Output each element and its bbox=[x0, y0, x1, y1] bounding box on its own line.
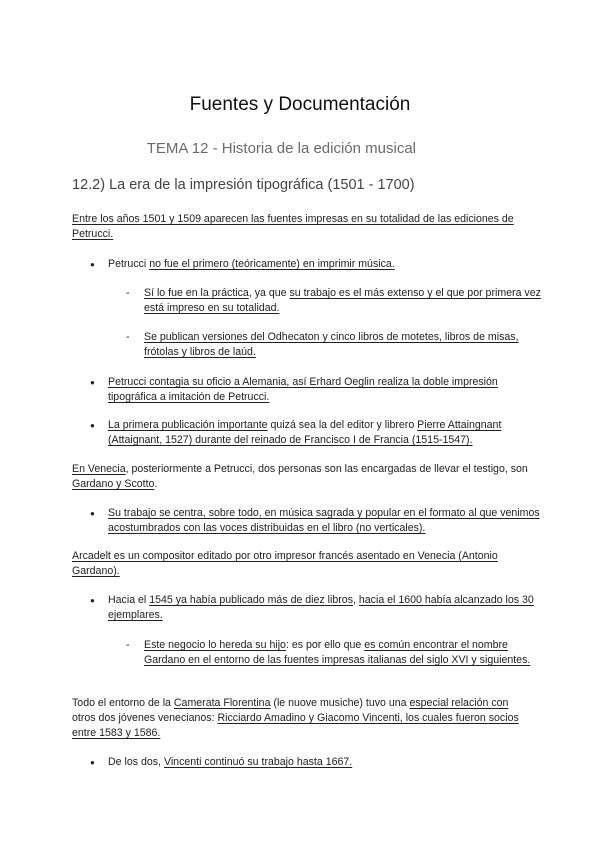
text: , bbox=[353, 594, 359, 606]
bullet-germany bbox=[90, 375, 548, 405]
paragraph-camerata bbox=[72, 696, 528, 741]
underlined-text: Pierre Attaingnant (Attaignant, 1527) durante del reinado de Francisco I de Francia (1515-1547). bbox=[108, 419, 502, 446]
underlined-text: su trabajo es el más extenso y el que por primera vez está impreso en su totalidad. bbox=[144, 287, 541, 314]
underlined-text: 1545 ya había publicado más de diez libros bbox=[149, 594, 353, 606]
text: Hacia el bbox=[108, 594, 150, 606]
text: . bbox=[154, 478, 158, 490]
subitem-publications bbox=[126, 330, 544, 360]
underlined-text: Se publican versiones del Odhecaton y cinco libros de motetes, libros de misas, frótolas y libros de laúd. bbox=[144, 331, 519, 358]
text: Petrucci bbox=[108, 258, 150, 270]
subitem-son bbox=[126, 638, 544, 668]
underlined-text: En Venecia bbox=[72, 463, 126, 475]
underlined-text: es común encontrar el nombre Gardano en el entorno de las fuentes impresas italianas del siglo XVI y siguientes. bbox=[144, 639, 531, 666]
paragraph-petrucci-editions bbox=[72, 212, 528, 242]
underlined-text: Ricciardo Amadino y Giacomo Vincenti, los cuales fueron socios entre 1583 y 1586. bbox=[72, 712, 519, 739]
underlined-text: Su trabajo se centra, sobre todo, en música sagrada y popular en el formato al que venimos acostumbrados con las voces distribuidas en el libro (no verticales). bbox=[108, 507, 540, 534]
text: otros dos jóvenes venecianos: bbox=[72, 712, 218, 724]
document-title: Fuentes y Documentación bbox=[189, 94, 411, 115]
bullet-vincenti bbox=[90, 755, 548, 770]
subtitle-text: TEMA 12 - Historia de la edición musical bbox=[146, 140, 416, 157]
underlined-text: Petrucci contagia su oficio a Alemania, así Erhard Oeglin realiza la doble impresión tipográfica a imitación de Petrucci. bbox=[108, 376, 498, 403]
bullet-sacred-music bbox=[90, 506, 548, 536]
bullet-petrucci-first bbox=[90, 257, 548, 272]
underlined-text: Vincenti continuó su trabajo hasta 1667. bbox=[163, 756, 353, 768]
text: De los dos, bbox=[108, 756, 164, 768]
underlined-text: hacia el 1600 había alcanzado los 30 ejemplares. bbox=[108, 594, 534, 621]
bullet-books bbox=[90, 593, 548, 623]
paragraph-arcadelt bbox=[72, 549, 528, 579]
text: , ya que bbox=[248, 287, 290, 299]
underlined-text: especial relación con bbox=[409, 697, 509, 709]
section-heading: 12.2) La era de la impresión tipográfica (1501 - 1700) bbox=[72, 177, 415, 193]
underlined-text: Este negocio lo hereda su hijo bbox=[144, 639, 286, 651]
underlined-text: no fue el primero (teóricamente) en imprimir música. bbox=[149, 258, 395, 270]
text: , posteriormente a Petrucci, dos personas son las encargadas de llevar el testigo, son bbox=[125, 463, 528, 475]
text: (le nuove musiche) tuvo una bbox=[270, 697, 410, 709]
underlined-text: Entre los años 1501 y 1509 aparecen las fuentes impresas en su totalidad de las ediciones de Petrucci. bbox=[72, 213, 514, 240]
document-subtitle bbox=[0, 140, 560, 157]
underlined-text: Gardano y Scotto bbox=[72, 478, 155, 490]
subitem-practice bbox=[126, 286, 544, 316]
paragraph-venecia bbox=[72, 462, 528, 492]
bullet-attaingnant bbox=[90, 418, 548, 448]
underlined-text: Arcadelt es un compositor editado por otro impresor francés asentado en Venecia (Antonio Gardano). bbox=[72, 550, 498, 577]
text: : es por ello que bbox=[285, 639, 365, 651]
underlined-text: Camerata Florentina bbox=[173, 697, 271, 709]
underlined-text: Sí lo fue en la práctica bbox=[144, 287, 249, 299]
text: quizá sea la del editor y librero bbox=[267, 419, 418, 431]
underlined-text: La primera publicación importante bbox=[108, 419, 268, 431]
text: Todo el entorno de la bbox=[72, 697, 174, 709]
